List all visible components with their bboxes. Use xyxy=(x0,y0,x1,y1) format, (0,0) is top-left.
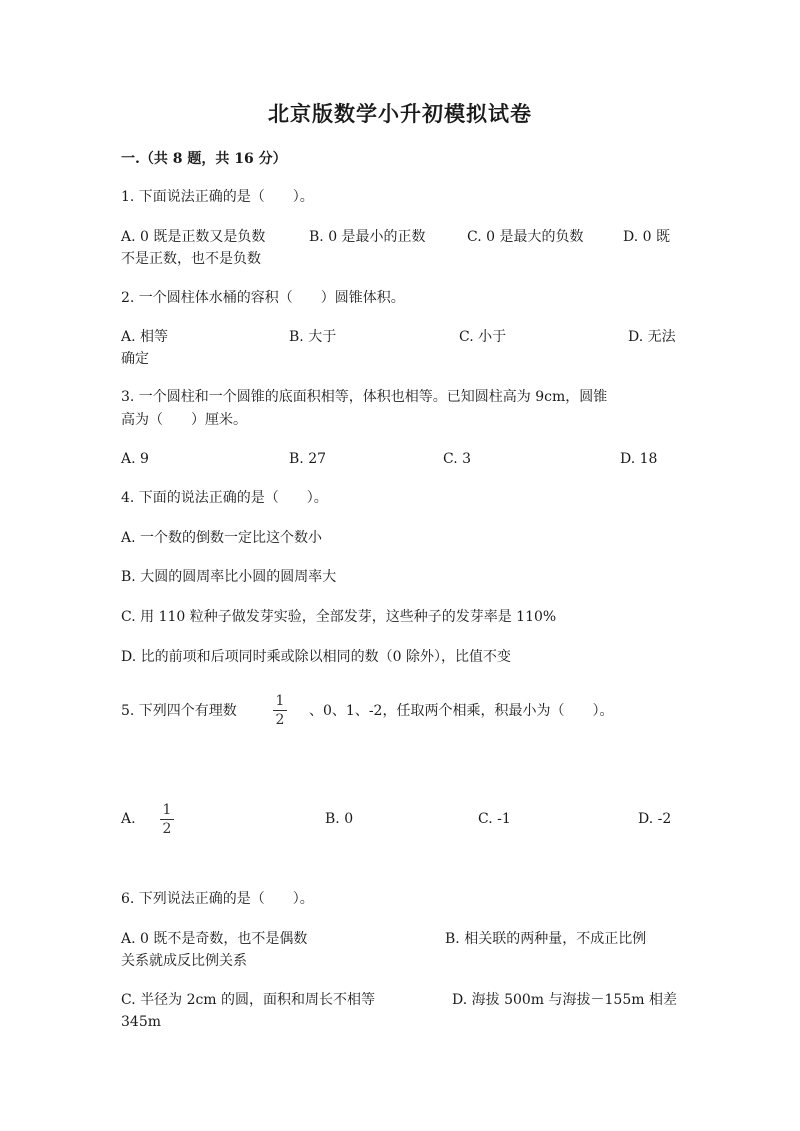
q3-option-b: B. 27 xyxy=(289,451,327,467)
q3-option-a: A. 9 xyxy=(121,451,149,467)
q1-option-c: C. 0 是最大的负数 xyxy=(467,229,584,245)
q4-stem: 4. 下面的说法正确的是（ ）。 xyxy=(121,490,328,506)
q2-option-d: D. 无法 xyxy=(628,329,676,345)
q5-option-c: C. -1 xyxy=(478,811,511,827)
q1-option-d-cont: 不是正数，也不是负数 xyxy=(121,251,261,267)
q5-fraction-half xyxy=(273,693,287,728)
q5-option-b: B. 0 xyxy=(325,811,354,827)
q2-option-c: C. 小于 xyxy=(459,329,507,345)
q4-option-d: D. 比的前项和后项同时乘或除以相同的数（0 除外），比值不变 xyxy=(121,649,511,665)
q3-stem-line2: 高为（ ）厘米。 xyxy=(121,412,247,428)
q2-option-a: A. 相等 xyxy=(121,329,169,345)
page-title: 北京版数学小升初模拟试卷 xyxy=(268,101,532,126)
q2-option-d-cont: 确定 xyxy=(121,351,149,367)
q3-stem-line1: 3. 一个圆柱和一个圆锥的底面积相等，体积也相等。已知圆柱高为 9cm，圆锥 xyxy=(121,389,608,405)
q1-option-b: B. 0 是最小的正数 xyxy=(309,229,426,245)
q6-option-c: C. 半径为 2cm 的圆，面积和周长不相等 xyxy=(121,992,376,1008)
q5-stem-suffix: 、0、1、-2，任取两个相乘，积最小为（ ）。 xyxy=(309,703,614,719)
fraction-denominator: 2 xyxy=(162,821,172,837)
q3-option-c: C. 3 xyxy=(443,451,472,467)
q6-option-d: D. 海拔 500m 与海拔－155m 相差 xyxy=(452,992,677,1008)
fraction-numerator: 1 xyxy=(275,693,285,709)
section-heading: 一.（共 8 题，共 16 分） xyxy=(121,151,287,167)
q1-option-d: D. 0 既 xyxy=(623,229,670,245)
q2-option-b: B. 大于 xyxy=(289,329,337,345)
q6-option-a: A. 0 既不是奇数，也不是偶数 xyxy=(121,931,308,947)
q5-option-d: D. -2 xyxy=(638,811,672,827)
q5-stem-prefix: 5. 下列四个有理数 xyxy=(121,703,237,719)
q5-option-a-fraction xyxy=(160,802,174,837)
fraction-bar xyxy=(160,819,174,820)
fraction-numerator: 1 xyxy=(162,802,172,818)
q6-stem: 6. 下列说法正确的是（ ）。 xyxy=(121,891,314,907)
q6-option-b-cont: 关系就成反比例关系 xyxy=(121,953,247,969)
q1-option-a: A. 0 既是正数又是负数 xyxy=(121,229,266,245)
q3-option-d: D. 18 xyxy=(620,451,658,467)
q2-stem: 2. 一个圆柱体水桶的容积（ ）圆锥体积。 xyxy=(121,290,405,306)
q4-option-b: B. 大圆的圆周率比小圆的圆周率大 xyxy=(121,569,337,585)
q5-option-a-label: A. xyxy=(121,811,136,827)
fraction-denominator: 2 xyxy=(275,712,285,728)
q1-stem: 1. 下面说法正确的是（ ）。 xyxy=(121,189,314,205)
q4-option-c: C. 用 110 粒种子做发芽实验，全部发芽，这些种子的发芽率是 110% xyxy=(121,609,557,625)
q4-option-a: A. 一个数的倒数一定比这个数小 xyxy=(121,530,323,546)
q6-option-b: B. 相关联的两种量，不成正比例 xyxy=(445,931,647,947)
q6-option-d-cont: 345m xyxy=(121,1014,161,1030)
fraction-bar xyxy=(273,710,287,711)
